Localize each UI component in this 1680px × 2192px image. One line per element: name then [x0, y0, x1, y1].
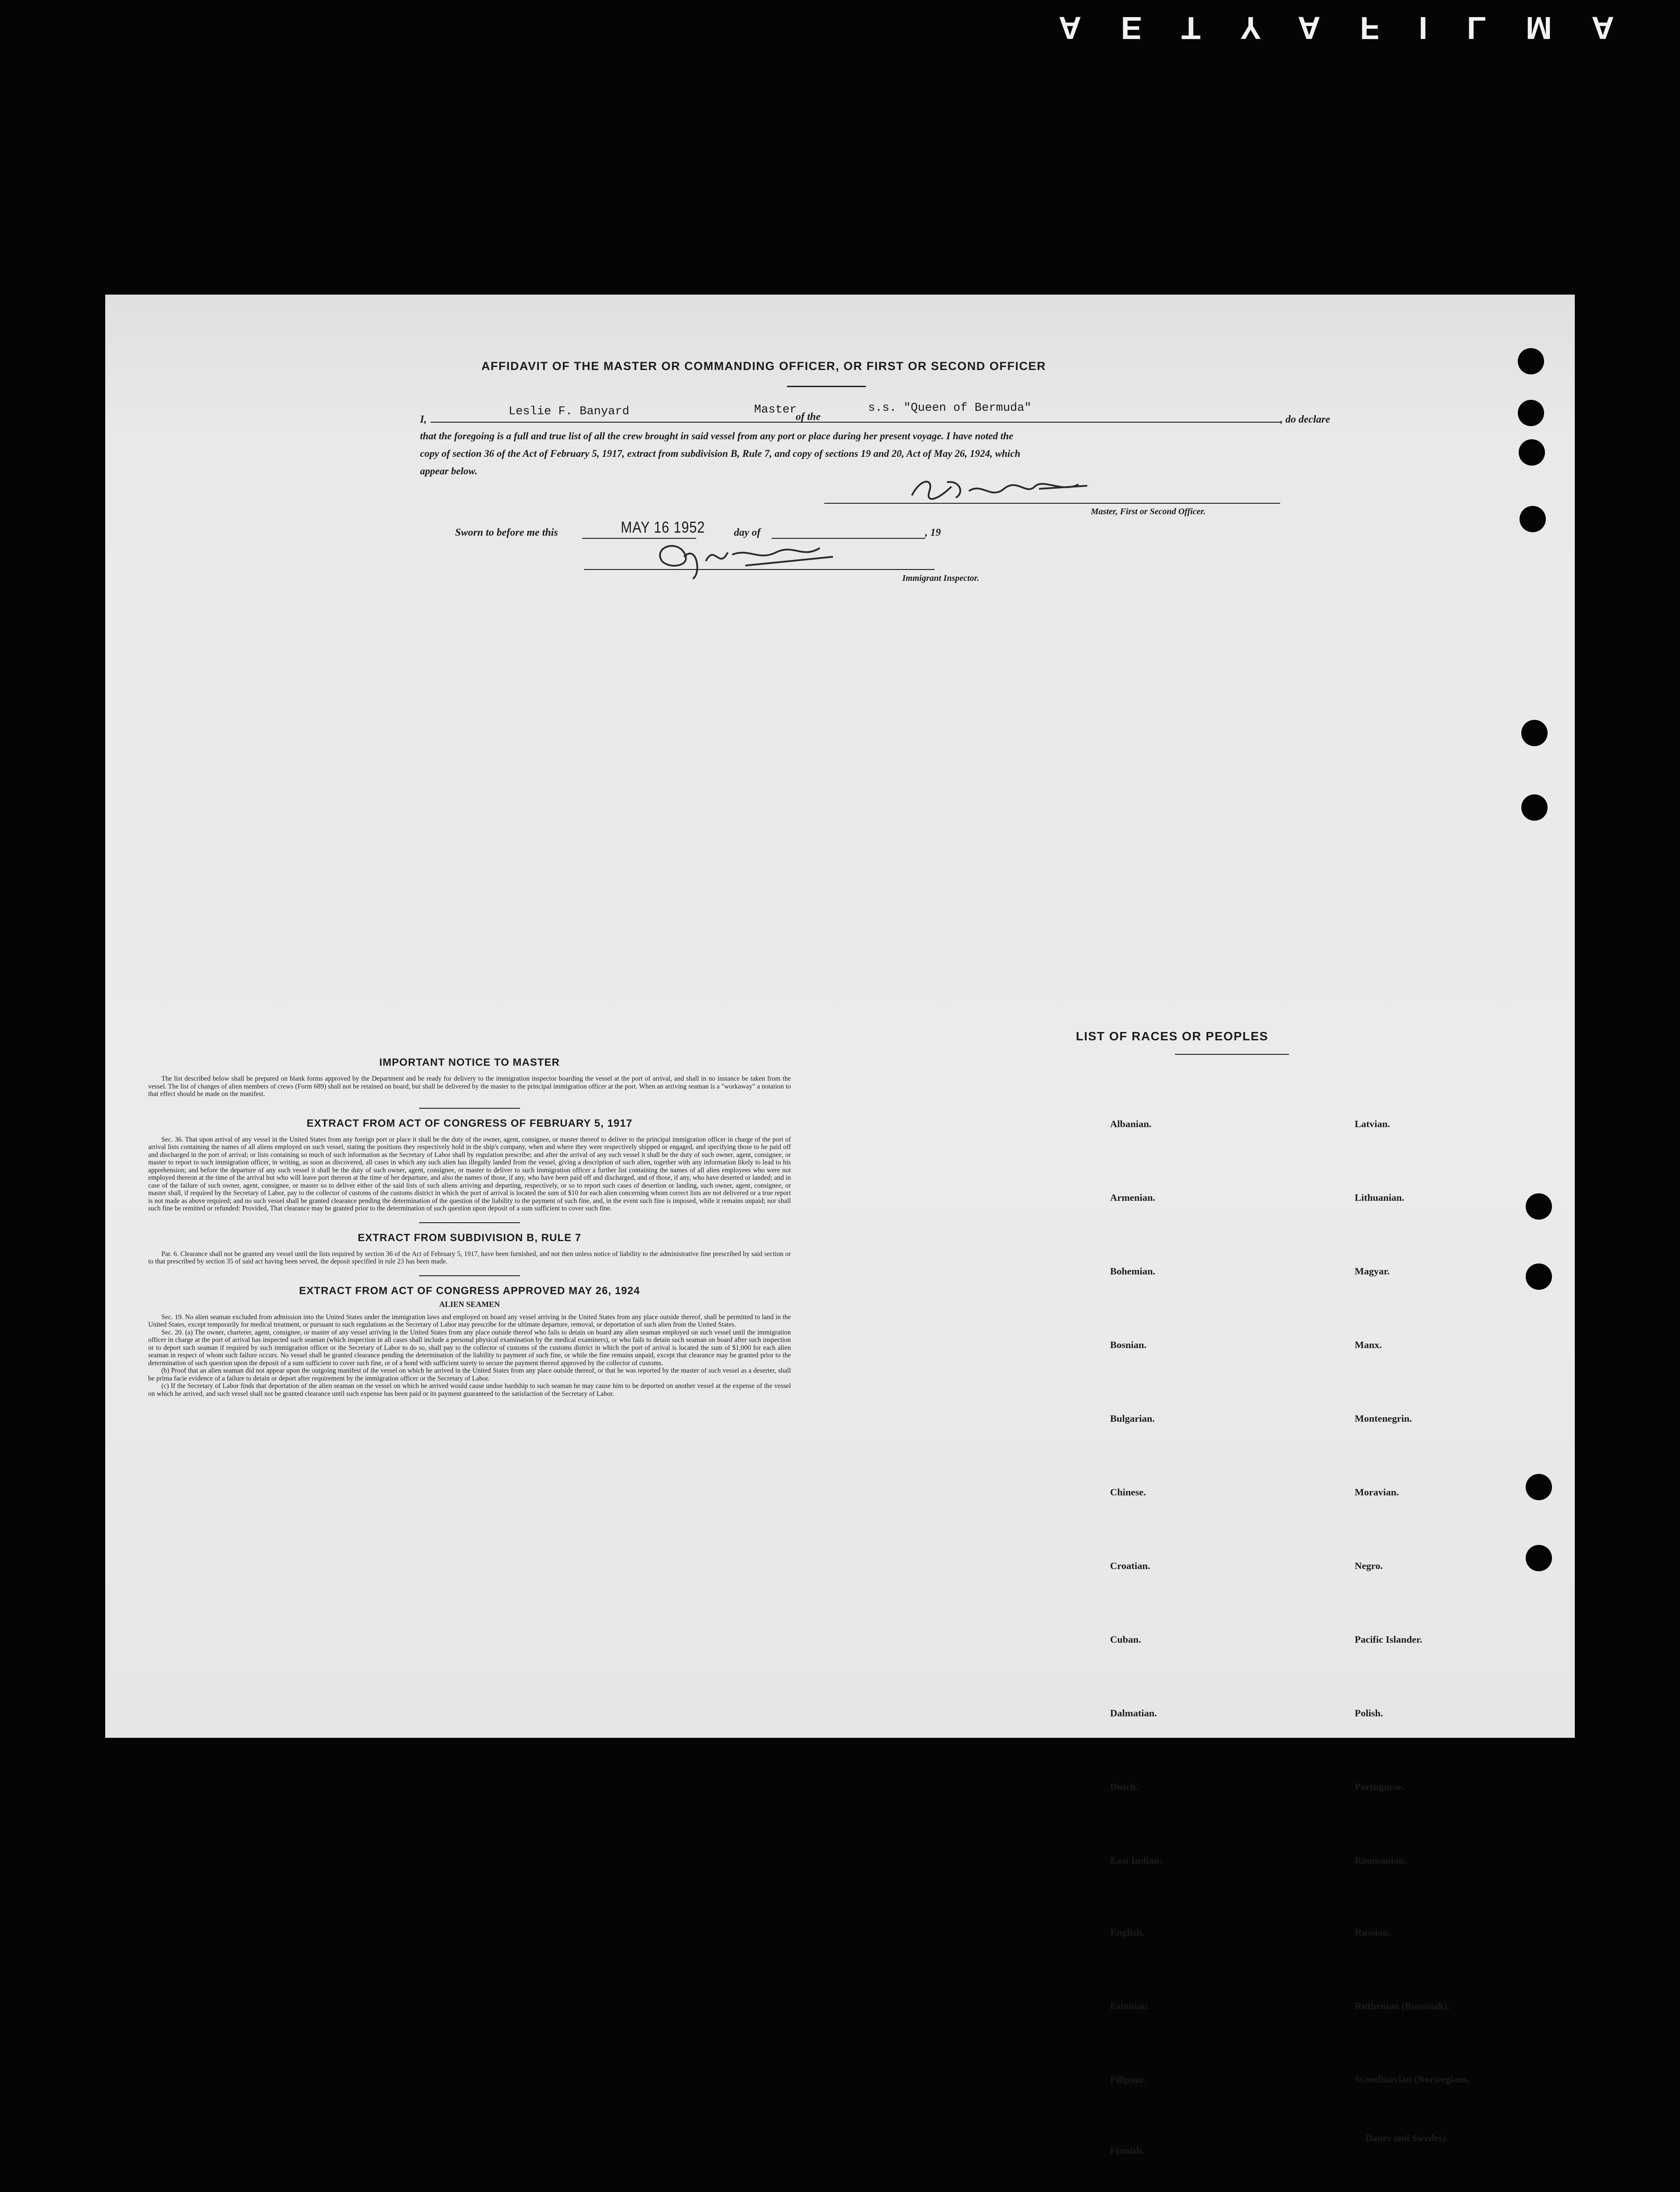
- race-item: Magyar.: [1355, 1266, 1390, 1277]
- punch-hole: [1521, 720, 1548, 746]
- race-item: Finnish.: [1110, 2145, 1145, 2156]
- do-declare-label: , do declare: [1280, 414, 1330, 425]
- sworn-label: Sworn to before me this: [455, 527, 558, 538]
- rule-7-text: [148, 1250, 791, 1266]
- section-19-paragraph: Sec. 19. No alien seaman excluded from admission into the United States under the immigration laws and employed on board any vessel arriving in the United States from any place outside thereof, shall be permitted to land in the United States, except temporarily for medical treatment, or pursuant to such regulations as the Secretary of Labor may prescribe for the ultimate departure, removal, or deportation of such alien from the United States.: [148, 1313, 791, 1328]
- punch-hole: [1518, 400, 1544, 426]
- rule-7-paragraph: Par. 6. Clearance shall not be granted any vessel until the lists required by section 36 of the Act of February 5, 1917, have been furnished, and not then unless notice of liability to the administrative fine prescribed by said section or to that prescribed by section 35 of said act having been served, the deposit specified in rule 23 has been made.: [148, 1250, 791, 1265]
- legal-column: [148, 1057, 791, 1398]
- punch-hole: [1519, 439, 1545, 466]
- vessel-underline: [829, 422, 1280, 423]
- vessel-name: s.s. "Queen of Bermuda": [868, 402, 1032, 415]
- races-column-2: [1355, 1063, 1475, 2192]
- race-item: Cuban.: [1110, 1634, 1141, 1645]
- punch-hole: [1526, 1545, 1552, 1571]
- race-item: Armenian.: [1110, 1192, 1156, 1203]
- punch-hole: [1518, 348, 1544, 374]
- race-item: Filipino.: [1110, 2074, 1146, 2085]
- section-divider: [419, 1275, 520, 1276]
- race-item: Chinese.: [1110, 1487, 1146, 1498]
- punch-hole: [1526, 1193, 1552, 1220]
- extract-1917-text: [148, 1136, 791, 1213]
- section-divider: [419, 1222, 520, 1223]
- race-item: Danes and Swedes).: [1365, 2132, 1449, 2143]
- title-divider: [787, 386, 866, 387]
- race-item: Scandinavian (Norwegians,: [1355, 2074, 1470, 2085]
- race-item: Portuguese.: [1355, 1781, 1405, 1792]
- race-item: Bulgarian.: [1110, 1413, 1155, 1424]
- races-title: LIST OF RACES OR PEOPLES: [1076, 1029, 1268, 1043]
- document-page: [105, 295, 1575, 2156]
- race-item: Russian.: [1355, 1927, 1391, 1938]
- section-20b-paragraph: (b) Proof that an alien seaman did not appear upon the outgoing manifest of the vessel on which he arrived in the United States from any place outside thereof, or that he was reported by the master of such vessel as a deserter, shall be prima facie evidence of a failure to detain or deport after requirement by the immigration officer or the Secretary of Labor.: [148, 1367, 791, 1382]
- section-20c-paragraph: (c) If the Secretary of Labor finds that deportation of the alien seaman on the vessel on which he arrived would cause undue hardship to such seaman he may cause him to be deported on another vessel at the expense of the vessel on which he arrived, and such vessel shall not be granted clearance until such expense has been paid or its payment guaranteed to the satisfaction of the Secretary of Labor.: [148, 1382, 791, 1398]
- affidavit-pronoun: I,: [420, 414, 427, 425]
- race-item: Manx.: [1355, 1339, 1382, 1350]
- race-item: Polish.: [1355, 1708, 1383, 1719]
- notice-paragraph: The list described below shall be prepared on blank forms approved by the Department and be ready for delivery to the immigration inspector boarding the vessel at the port of arrival, and shall in no instance be taken from the vessel. The list of changes of alien members of crews (Form 689) shall not be retained on board, but shall be delivered by the master to the principal immigration officer at the port. When an arriving seaman is a "workaway" a notation to that effect should be made on the manifest.: [148, 1075, 791, 1098]
- inspector-signature-line: [584, 569, 935, 570]
- race-item: Lithuanian.: [1355, 1192, 1405, 1203]
- alien-seamen-subtitle: ALIEN SEAMEN: [439, 1299, 500, 1309]
- punch-hole: [1520, 506, 1546, 532]
- master-signature-caption: Master, First or Second Officer.: [1091, 507, 1206, 516]
- declaration-line-2: that the foregoing is a full and true list of all the crew brought in said vessel from any port or place during her present voyage. I have noted the: [420, 431, 1014, 441]
- notice-text: [148, 1075, 791, 1098]
- master-signature-line: [824, 503, 1280, 504]
- race-item: Albanian.: [1110, 1118, 1152, 1129]
- race-item: Moravian.: [1355, 1487, 1399, 1498]
- section-20a-paragraph: Sec. 20. (a) The owner, charterer, agent, consignee, or master of any vessel arriving in the United States from any place outside thereof who fails to detain on board any alien seaman employed on such vessel until the immigration officer in charge at the port of arrival has inspected such seaman (which inspection in all cases shall include a personal physical examination by the medical examiners), or who fails to detain such seaman on board after such inspection or to deport such seaman if required by such immigration officer or the Secretary of Labor to do so, shall pay to the collector of customs of the customs district in which the port of arrival is located the sum of $1,000 for each alien seaman in respect of whom such failure occurs. No vessel shall be granted clearance pending the determination of the liability to payment of such fine, or while the fine remains unpaid, except that clearance may be granted prior to the determination of such question upon the deposit of a sum sufficient to cover such fine, or of a bond with sufficient surety to secure the payment thereof approved by the collector of customs.: [148, 1328, 791, 1367]
- race-item: Croatian.: [1110, 1560, 1150, 1571]
- section-divider: [419, 1108, 520, 1109]
- race-item: Roumanian.: [1355, 1855, 1407, 1866]
- race-item: Ruthenian (Russniak).: [1355, 2000, 1450, 2011]
- races-column-1: [1110, 1063, 1174, 2192]
- races-divider: [1175, 1054, 1289, 1055]
- notice-title: IMPORTANT NOTICE TO MASTER: [379, 1057, 560, 1068]
- inspector-signature: [644, 535, 855, 583]
- declaration-line-4: appear below.: [420, 466, 477, 477]
- sworn-date-stamp: MAY 16 1952: [621, 518, 705, 536]
- punch-hole: [1521, 794, 1548, 821]
- affidavit-title: AFFIDAVIT OF THE MASTER OR COMMANDING OFFICER, OR FIRST OR SECOND OFFICER: [481, 359, 1046, 373]
- race-item: Latvian.: [1355, 1118, 1390, 1129]
- section-36-paragraph: Sec. 36. That upon arrival of any vessel in the United States from any foreign port or place it shall be the duty of the owner, agent, consignee, or master thereof to deliver to the principal immigration officer in charge of the port of arrival lists containing the names of all aliens employed on such vessel, stating the positions they respectively hold in the ship's company, when and where they were respectively shipped or engaged, and specifying those to be paid off and discharged in the port of arrival; or lists containing so much of such information as the Secretary of Labor shall by regulation prescribe; and after the arrival of any such vessel it shall be the duty of such owner, agent, consignee, or master to report to such immigration officer, in writing, as soon as discovered, all cases in which any such alien has illegally landed from the vessel, giving a description of such alien, together with any information likely to lead to his apprehension; and before the departure of any such vessel it shall be the duty of such owner, agent, consignee, or master to deliver to such immigration officer a further list containing the names of all alien employees who were not employed thereon at the time of the arrival but who will leave port thereon at the time of her departure, and also the names of those, if any, who have been paid off and discharged, and of those, if any, who have deserted or landed; and in case of the failure of such owner, agent, consignee, or master so to deliver either of the said lists of such aliens arriving and departing, respectively, or so to report such cases of desertion or landing, such owner, agent, consignee, or master shall, if required by the Secretary of Labor, pay to the collector of customs of the customs district in which the port of arrival is located the sum of $10 for each alien concerning whom correct lists are not delivered or a true report is not made as above required; and no such vessel shall be granted clearance pending the determination of the question of the liability to the payment of such fine, and, in the event such fine is imposed, while it remains unpaid; nor shall such fine be remitted or refunded: Provided, That clearance may be granted prior to the determination of such question upon deposit of a sum sufficient to cover such fine.: [148, 1135, 791, 1212]
- race-item: Dalmatian.: [1110, 1708, 1157, 1719]
- race-item: Pacific Islander.: [1355, 1634, 1423, 1645]
- race-item: English.: [1110, 1927, 1145, 1938]
- extract-1924-text: [148, 1313, 791, 1398]
- extract-1924-title: EXTRACT FROM ACT OF CONGRESS APPROVED MAY 26, 1924: [299, 1285, 640, 1297]
- day-of-label: day of: [734, 527, 761, 538]
- extract-1917-title: EXTRACT FROM ACT OF CONGRESS OF FEBRUARY 5, 1917: [306, 1117, 633, 1129]
- rule-7-title: EXTRACT FROM SUBDIVISION B, RULE 7: [357, 1231, 582, 1244]
- race-item: Dutch.: [1110, 1781, 1139, 1792]
- race-item: East Indian.: [1110, 1855, 1162, 1866]
- year-label: , 19: [925, 527, 941, 538]
- film-edge-marks: AETYAFILMA: [1058, 10, 1654, 45]
- master-name: Leslie F. Banyard: [509, 405, 630, 418]
- race-item: Estonian.: [1110, 2000, 1150, 2011]
- race-item: Bohemian.: [1110, 1266, 1156, 1277]
- punch-hole: [1526, 1263, 1552, 1290]
- race-item: Negro.: [1355, 1560, 1383, 1571]
- race-item: Montenegrin.: [1355, 1413, 1412, 1424]
- race-item: Bosnian.: [1110, 1339, 1147, 1350]
- master-rank: Master: [754, 403, 797, 416]
- of-the-label: of the: [796, 411, 821, 423]
- inspector-caption: Immigrant Inspector.: [902, 573, 979, 583]
- punch-hole: [1526, 1474, 1552, 1500]
- declaration-line-3: copy of section 36 of the Act of February 5, 1917, extract from subdivision B, Rule 7, and copy of sections 19 and 20, Act of May 26, 1924, which: [420, 448, 1021, 459]
